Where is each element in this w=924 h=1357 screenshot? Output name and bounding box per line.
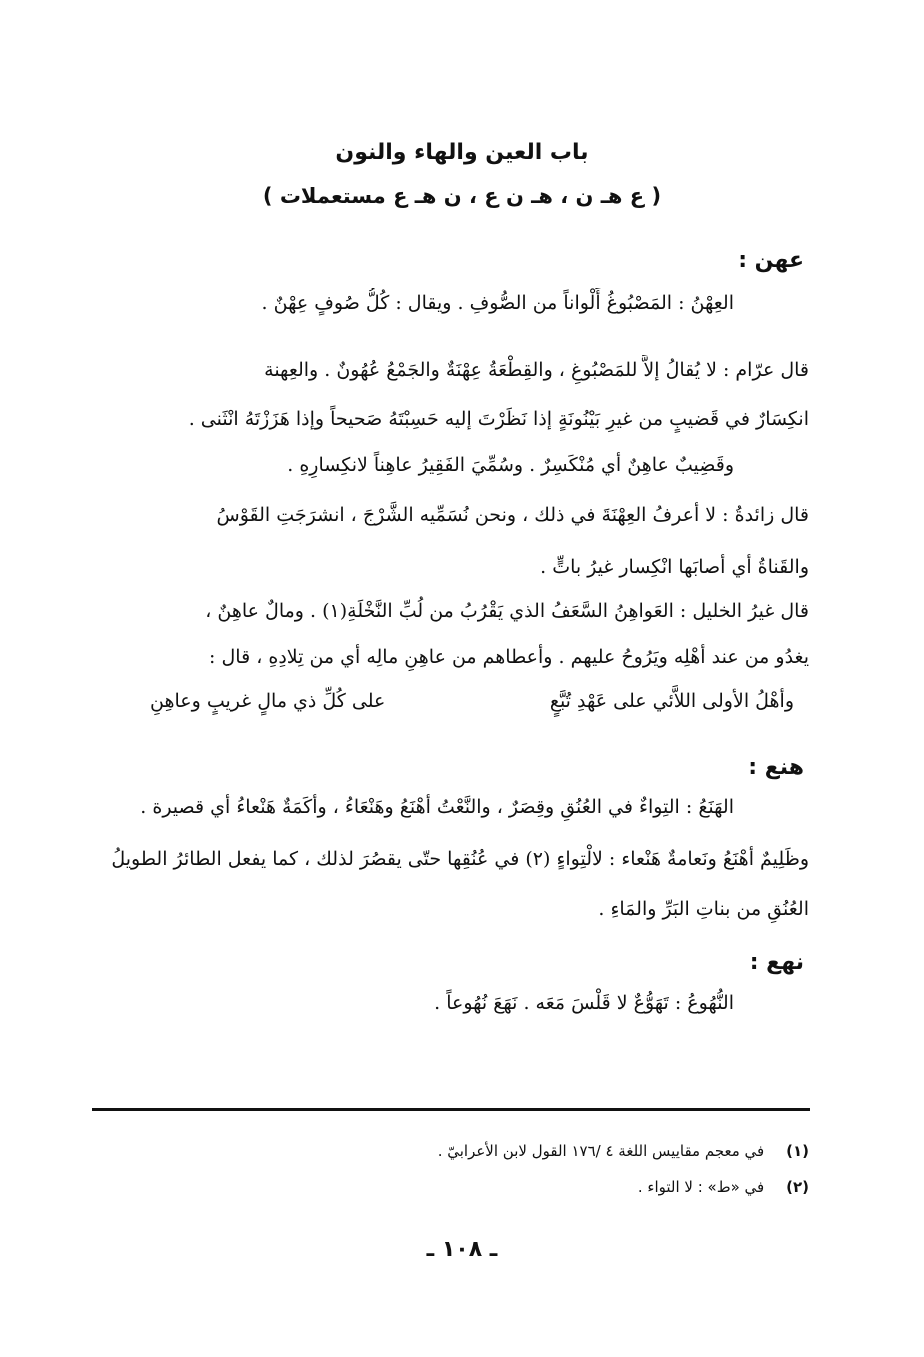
text-line: انكِسَارٌ في قَضيبٍ من غيرِ بَيْنُونَةٍ إذا نَظَرْتَ إليه حَسِبْتَهُ صَحيحاً وإذا هَزَزْتَهُ انْثَنى . <box>188 408 809 430</box>
text-line: والقَناةُ أي أصابَها انْكِسار غيرُ باتٍّ . <box>540 556 809 578</box>
text-line: العُنُقِ من بناتِ البَرِّ والمَاءِ . <box>598 898 809 920</box>
text-line: وقَضِيبٌ عاهِنٌ أي مُنْكَسِرٌ . وسُمِّيَ الفَقِيرُ عاهِناً لانكِسارِهِ . <box>287 454 734 476</box>
text-line: النُّهُوعُ : تَهَوُّعٌ لا قَلْسَ مَعَه . نَهَعَ نُهُوعاً . <box>434 992 734 1014</box>
footnote-number: (٢) <box>786 1178 809 1196</box>
page-number: ـ ١٠٨ ـ <box>426 1237 498 1262</box>
text-line: الهَنَعُ : التِواءٌ في العُنُقِ وقِصَرٌ ، والنَّعْتُ أهْنَعُ وهَنْعَاءُ ، وأكَمَةٌ هَنْعاءُ أي قصيرة . <box>140 796 734 818</box>
text-line: قال غيرُ الخليل : العَواهِنُ السَّعَفُ الذي يَقْرُبُ من لُبِّ النَّخْلَةِ(١) . ومالٌ عاهِنٌ ، <box>205 600 809 622</box>
text-line: يغدُو من عند أهْلِه ويَرُوحُ عليهم . وأعطاهم من عاهِنِ مالِه أي من تِلادِهِ ، قال : <box>209 646 809 668</box>
footnote-text: في «ط» : لا التواء . <box>637 1178 765 1196</box>
footnote-number: (١) <box>786 1142 809 1160</box>
footnote-divider <box>92 1108 810 1111</box>
text-line: قال زائدةُ : لا أعرفُ العِهْنَةَ في ذلك ، ونحن نُسَمِّيه الشَّرْجَ ، انشرَجَتِ القَوْسُ <box>216 504 809 526</box>
verse-first-hemistich: وأهْلُ الأولى اللاَّئي على عَهْدِ تُبَّعٍ <box>549 690 794 712</box>
footnote-text: في معجم مقاييس اللغة ٤ /١٧٦ القول لابن الأعرابيّ . <box>437 1142 765 1160</box>
section-heading-1: عهن : <box>738 248 804 273</box>
section-heading-2: هنع : <box>748 755 804 780</box>
footnote-1 <box>438 1142 809 1160</box>
chapter-title: باب العين والهاء والنون <box>335 140 589 165</box>
text-line: العِهْنُ : المَصْبُوغُ أَلْواناً من الصُّوفِ . ويقال : كُلُّ صُوفٍ عِهْنٌ . <box>261 292 734 314</box>
section-heading-3: نهع : <box>749 950 804 975</box>
verse-second-hemistich: على كُلِّ ذي مالٍ غريبٍ وعاهِنِ <box>150 690 386 712</box>
footnote-2 <box>638 1178 809 1196</box>
text-line: قال عرّام : لا يُقالُ إلاَّ للمَصْبُوغِ ، والقِطْعَةُ عِهْنَةٌ والجَمْعُ عُهُونٌ . والعِهنة <box>264 359 809 381</box>
text-line: وظَلِيمٌ أهْنَعُ ونَعامةٌ هَنْعاء : لالْتِواءٍ (٢) في عُنُقِها حتّى يقصُرَ لذلك ، كما يفعل الطائرُ الطويلُ <box>111 848 809 870</box>
chapter-subtitle: ( ع هـ ن ، هـ ن ع ، ن هـ ع مستعملات ) <box>262 184 662 208</box>
